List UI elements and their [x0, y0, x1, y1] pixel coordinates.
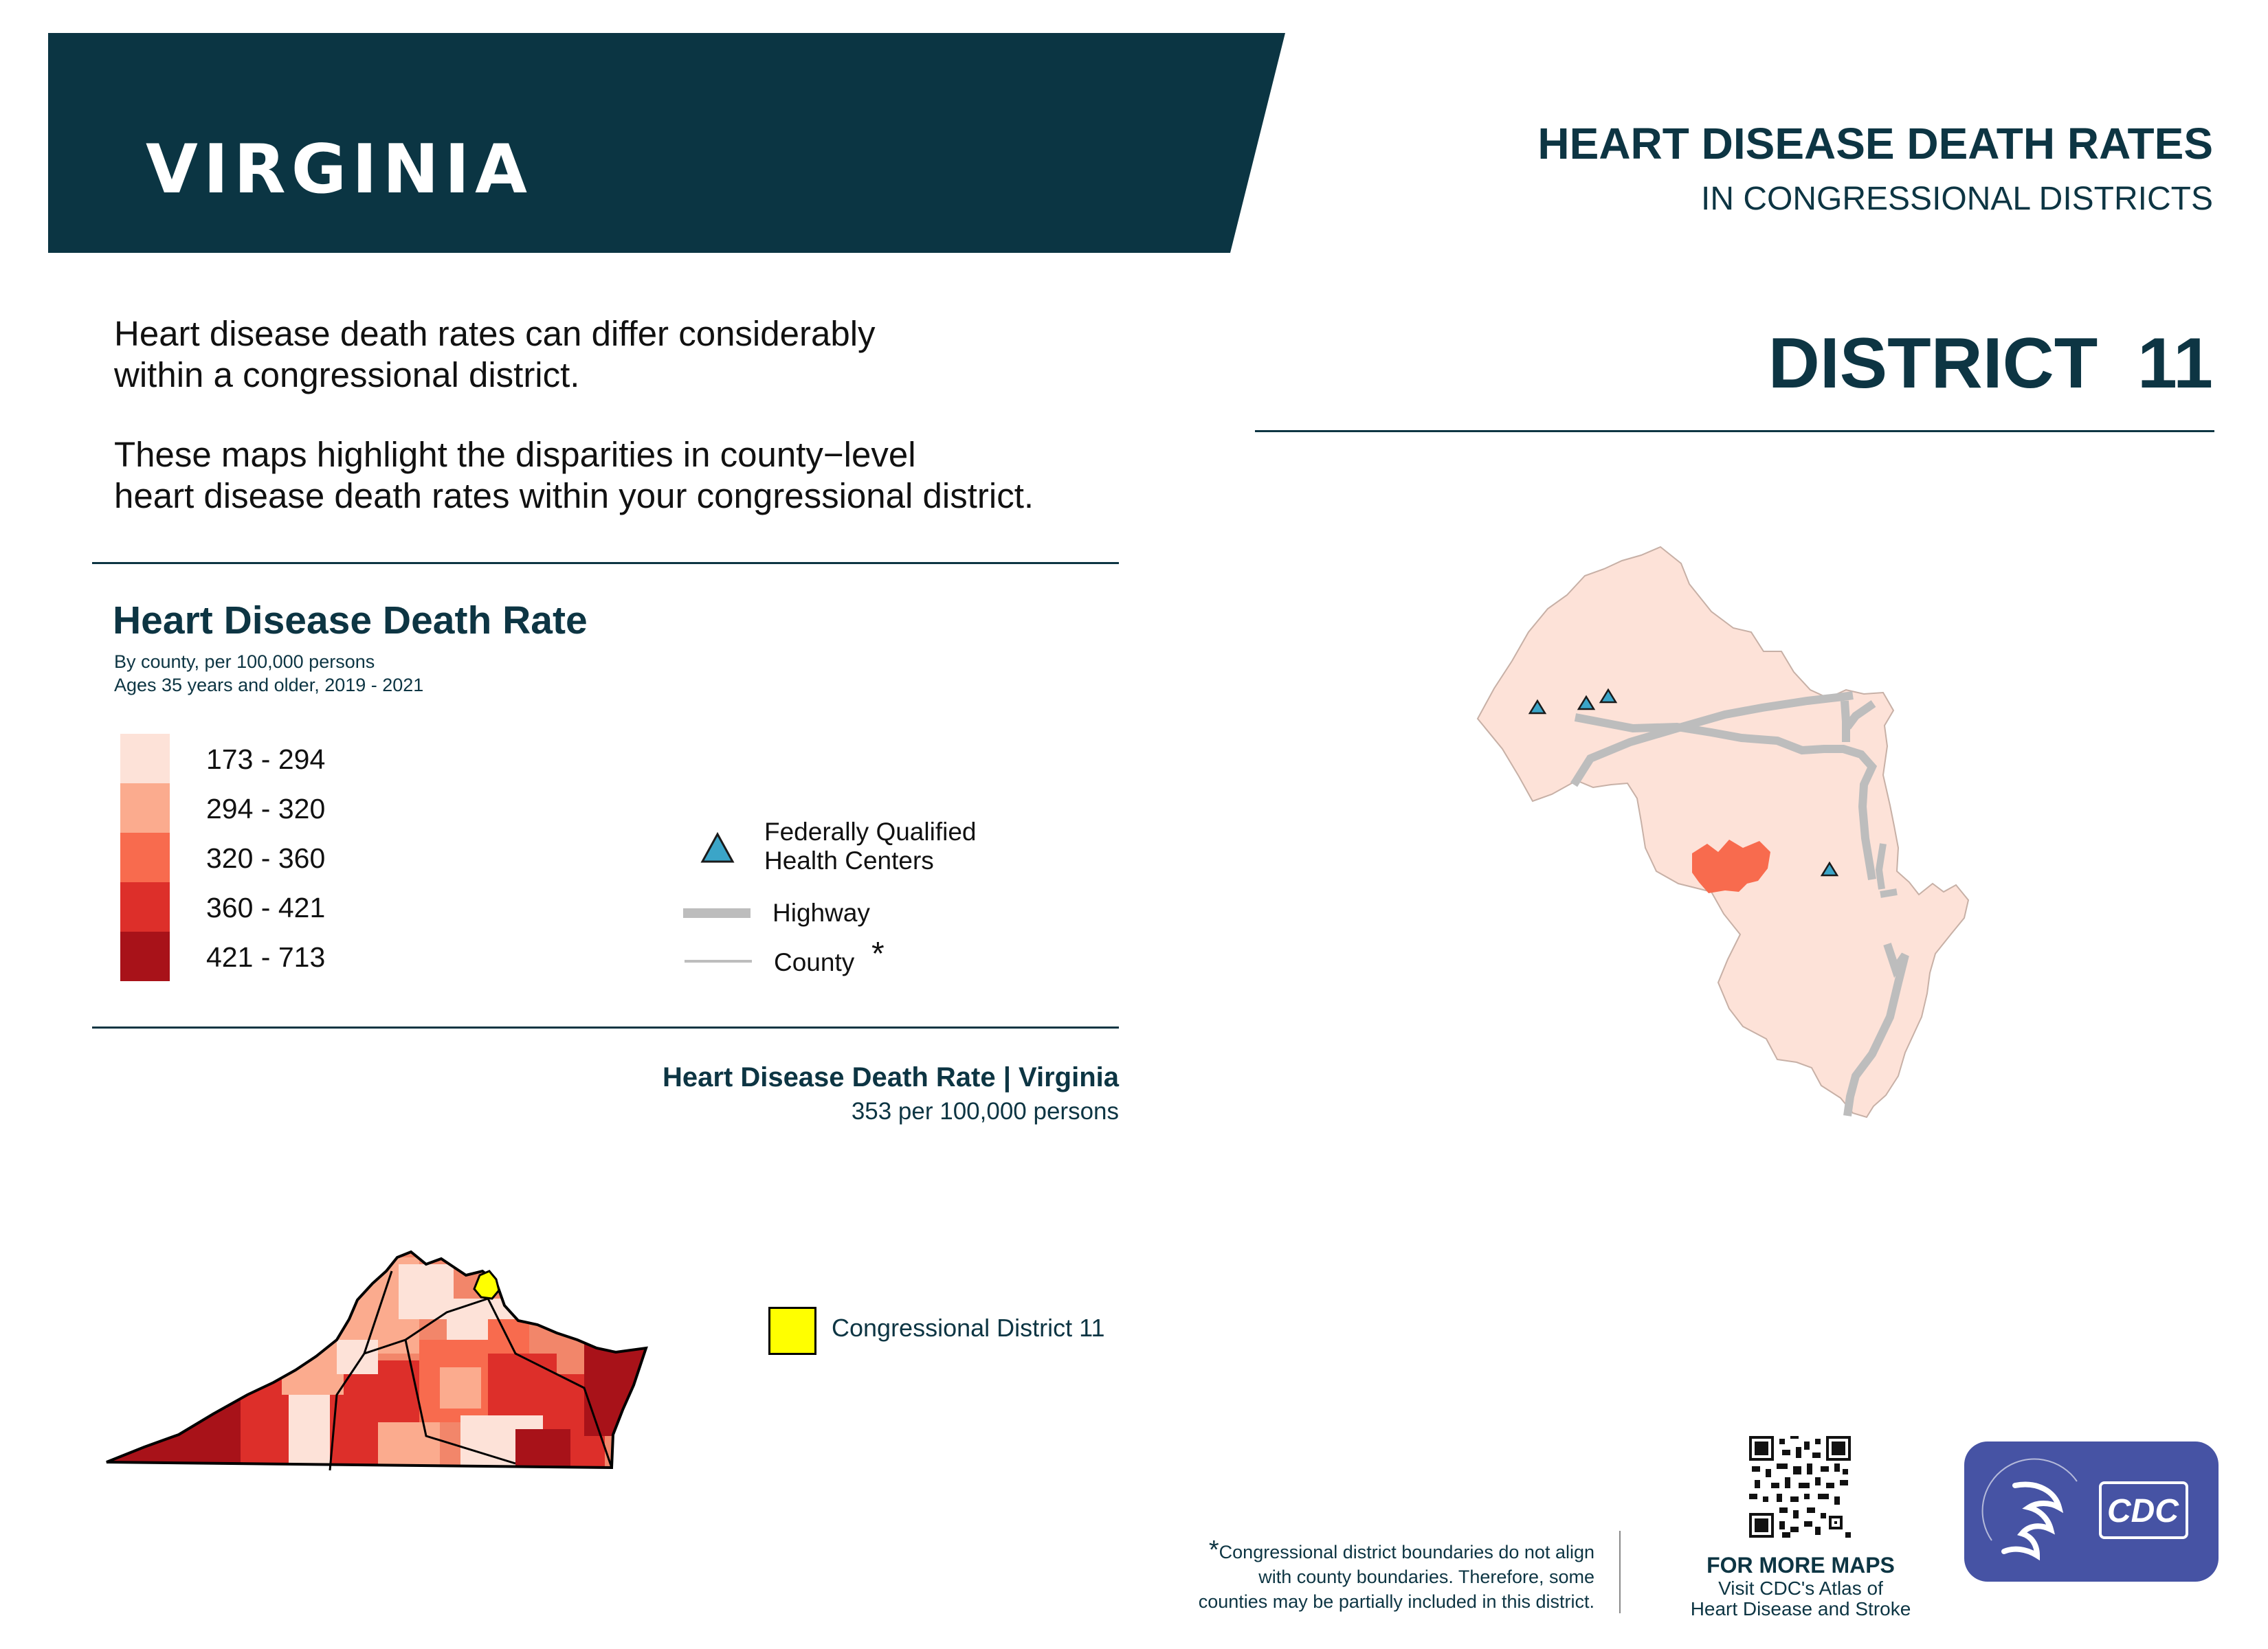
page-subtitle: IN CONGRESSIONAL DISTRICTS [1701, 181, 2213, 217]
state-title: VIRGINIA [146, 131, 533, 209]
qr-code[interactable] [1749, 1436, 1851, 1538]
fqhc-label-line-2: Health Centers [764, 846, 934, 875]
legend-top-divider [92, 562, 1119, 564]
cdc-hhs-logo [1964, 1442, 2219, 1582]
footnote-line-3: counties may be partially included in this district. [1198, 1591, 1594, 1612]
page-title: HEART DISEASE DEATH RATES [1537, 119, 2213, 168]
footnote-mark: * [1208, 1536, 1219, 1564]
fqhc-label-line-1: Federally Qualified [764, 818, 977, 846]
legend-swatch-5 [120, 932, 170, 981]
legend-swatch-3 [120, 833, 170, 882]
county-footnote-mark: * [871, 936, 885, 972]
cdc-logo-text: CDC [2107, 1493, 2179, 1529]
legend-label-2: 294 - 320 [206, 793, 326, 824]
district-detail-map [1471, 543, 1979, 1216]
legend-label-1: 173 - 294 [206, 743, 326, 775]
footer-separator [1619, 1531, 1621, 1613]
legend-label-4: 360 - 421 [206, 892, 326, 923]
intro-line-2: within a congressional district. [114, 355, 580, 394]
legend-title: Heart Disease Death Rate [113, 598, 588, 642]
footnote [1199, 1538, 1594, 1614]
footnote-line-1: Congressional district boundaries do not align [1219, 1542, 1594, 1562]
fqhc-triangle-icon [700, 831, 735, 864]
highway-label: Highway [772, 899, 870, 927]
cdc-logo-mark [2099, 1481, 2188, 1539]
intro-line-4: heart disease death rates within your congressional district. [114, 476, 1034, 515]
legend-swatch-1 [120, 734, 170, 783]
district-divider [1255, 430, 2214, 432]
intro-line-3: These maps highlight the disparities in county−level [114, 435, 916, 474]
more-maps-title: FOR MORE MAPS [1706, 1553, 1895, 1578]
district-legend-label: Congressional District 11 [832, 1314, 1105, 1342]
more-maps-line-1: Visit CDC's Atlas of [1718, 1578, 1883, 1599]
more-maps[interactable] [1643, 1553, 1959, 1619]
legend-subtitle-1: By county, per 100,000 persons [114, 651, 375, 672]
legend-bottom-divider [92, 1027, 1119, 1029]
district-legend-swatch [768, 1307, 816, 1355]
highway-line-icon [683, 908, 751, 918]
legend-subtitle-2: Ages 35 years and older, 2019 - 2021 [114, 675, 424, 695]
state-rate-value: 353 per 100,000 persons [851, 1098, 1119, 1125]
legend-swatch-4 [120, 882, 170, 932]
legend-label-3: 320 - 360 [206, 842, 326, 874]
intro-line-1: Heart disease death rates can differ considerably [114, 314, 876, 353]
virginia-state-map [103, 1230, 660, 1477]
legend-label-5: 421 - 713 [206, 941, 326, 973]
footnote-line-2: with county boundaries. Therefore, some [1258, 1567, 1594, 1587]
state-rate-title: Heart Disease Death Rate | Virginia [662, 1062, 1119, 1092]
hhs-seal-icon [1974, 1442, 2091, 1582]
county-line-icon [685, 960, 752, 963]
legend-swatch-2 [120, 783, 170, 833]
county-label: County [774, 948, 855, 976]
more-maps-line-2: Heart Disease and Stroke [1690, 1598, 1911, 1619]
district-title: DISTRICT 11 [1768, 324, 2213, 403]
